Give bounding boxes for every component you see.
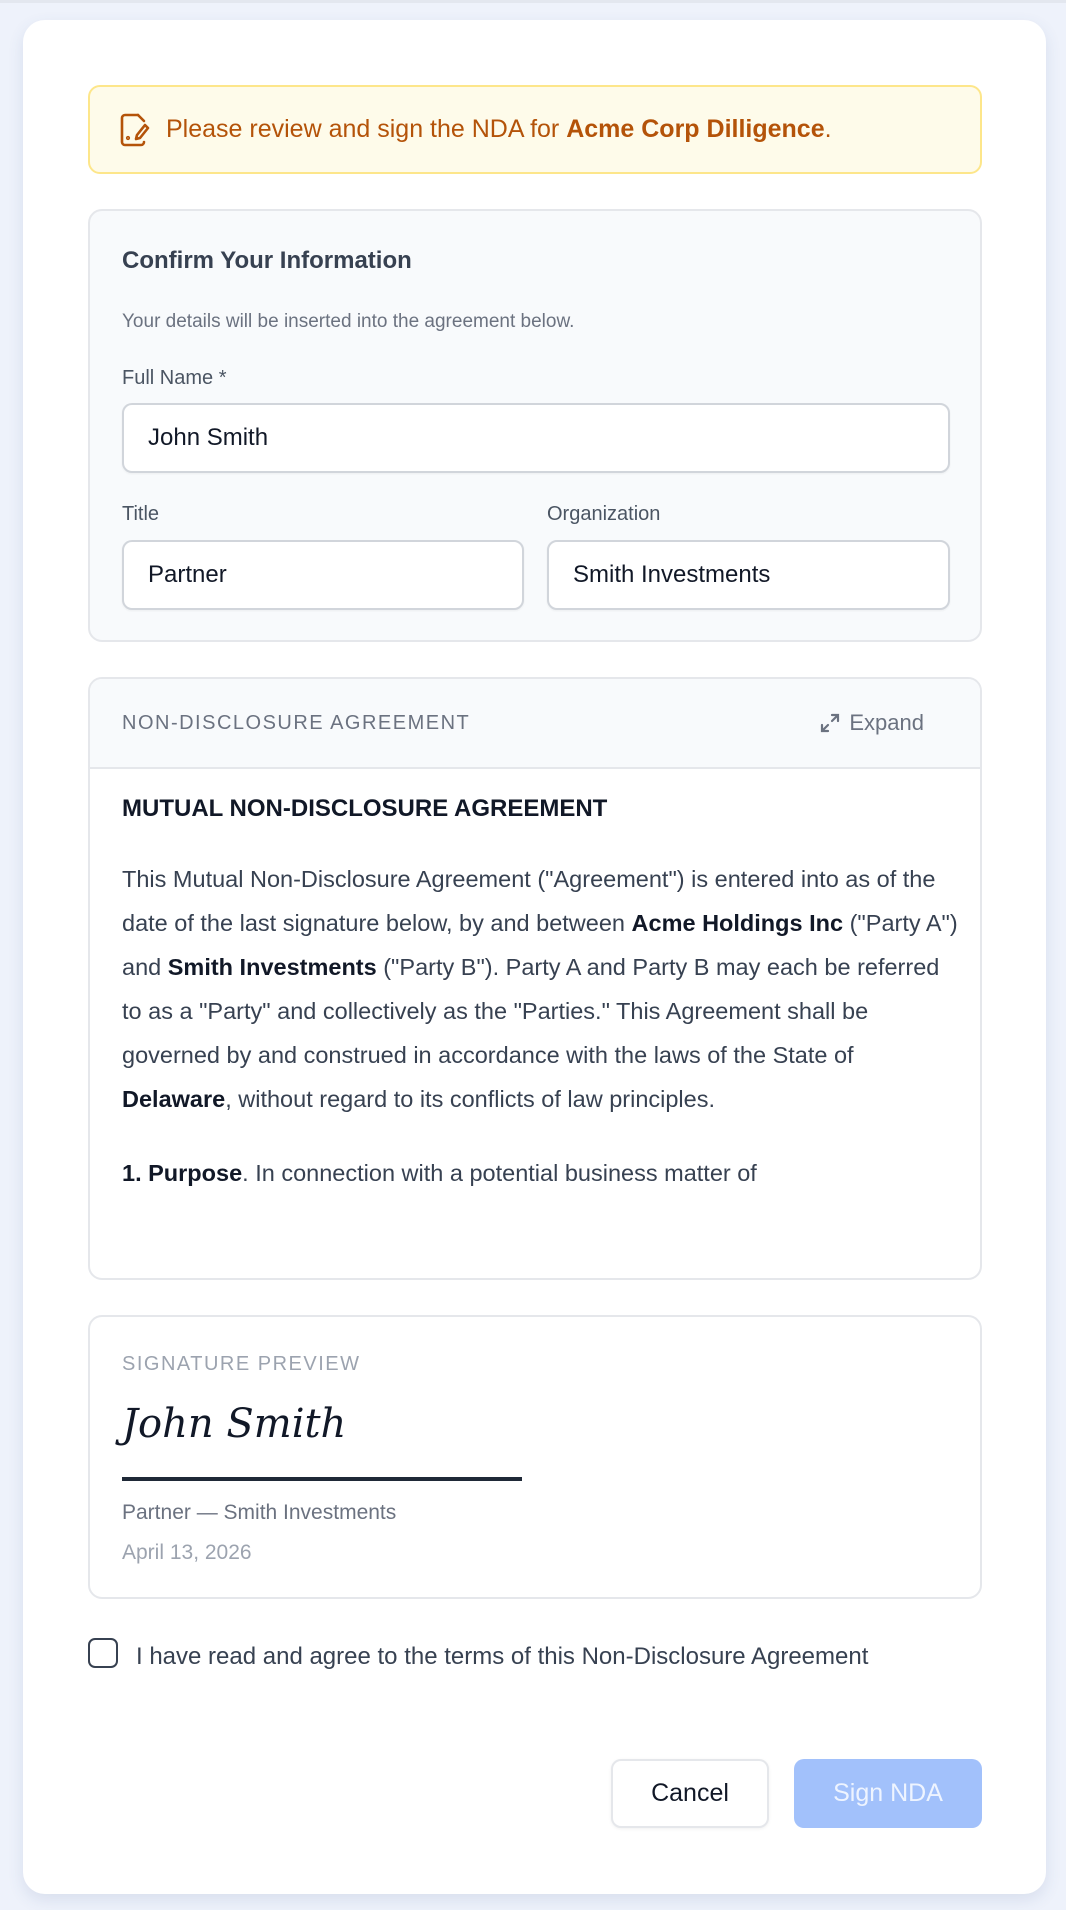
nda-body — [90, 769, 980, 1195]
signature-label: SIGNATURE PREVIEW — [122, 1353, 361, 1375]
confirm-info-section — [88, 209, 982, 642]
title-label: Title — [122, 503, 160, 525]
document-sign-icon — [120, 113, 150, 147]
signature-date: April 13, 2026 — [122, 1541, 252, 1564]
expand-label: Expand — [849, 710, 924, 735]
intro-paragraph: This Mutual Non-Disclosure Agreement ("Agreement") is entered into as of the date of the last signature below, by and between Acme Holdings Inc ("Party A") and Smith Investments ("Party B"). Party A and Party B may each be referred to as a "Party" and collectively as the "Parties." This Agreement shall be governed by and construed in accordance with the laws of the State of Delaware, without regard to its conflicts of law principles. — [122, 866, 958, 1112]
signature-line — [122, 1477, 522, 1481]
agree-checkbox[interactable] — [88, 1638, 118, 1668]
expand-icon — [819, 712, 841, 734]
nda-header — [90, 679, 980, 769]
section-subtitle: Your details will be inserted into the agreement below. — [122, 311, 575, 332]
organization-input[interactable]: Smith Investments — [547, 540, 950, 610]
full-name-input[interactable]: John Smith — [122, 403, 950, 473]
title-input[interactable]: Partner — [122, 540, 524, 610]
expand-button[interactable] — [819, 710, 924, 736]
doc-title: MUTUAL NON-DISCLOSURE AGREEMENT — [122, 795, 608, 822]
sign-nda-button[interactable]: Sign NDA — [794, 1759, 982, 1828]
nda-document-panel[interactable] — [88, 677, 982, 1280]
review-banner — [88, 85, 982, 174]
signature-preview — [88, 1315, 982, 1599]
organization-label: Organization — [547, 503, 661, 525]
purpose-paragraph: 1. Purpose. In connection with a potential business matter of — [122, 1160, 757, 1186]
signature-role: Partner — Smith Investments — [122, 1501, 397, 1524]
nda-header-title: NON-DISCLOSURE AGREEMENT — [122, 711, 471, 734]
section-title: Confirm Your Information — [122, 247, 412, 274]
cancel-button[interactable]: Cancel — [611, 1759, 769, 1828]
banner-text: Please review and sign the NDA for Acme Corp Dilligence. — [166, 115, 832, 143]
full-name-label: Full Name * — [122, 367, 227, 389]
agree-label[interactable]: I have read and agree to the terms of this Non-Disclosure Agreement — [136, 1643, 869, 1670]
deal-name: Acme Corp Dilligence — [566, 115, 825, 143]
signature-name: John Smith — [122, 1401, 347, 1447]
top-border — [0, 0, 1066, 3]
